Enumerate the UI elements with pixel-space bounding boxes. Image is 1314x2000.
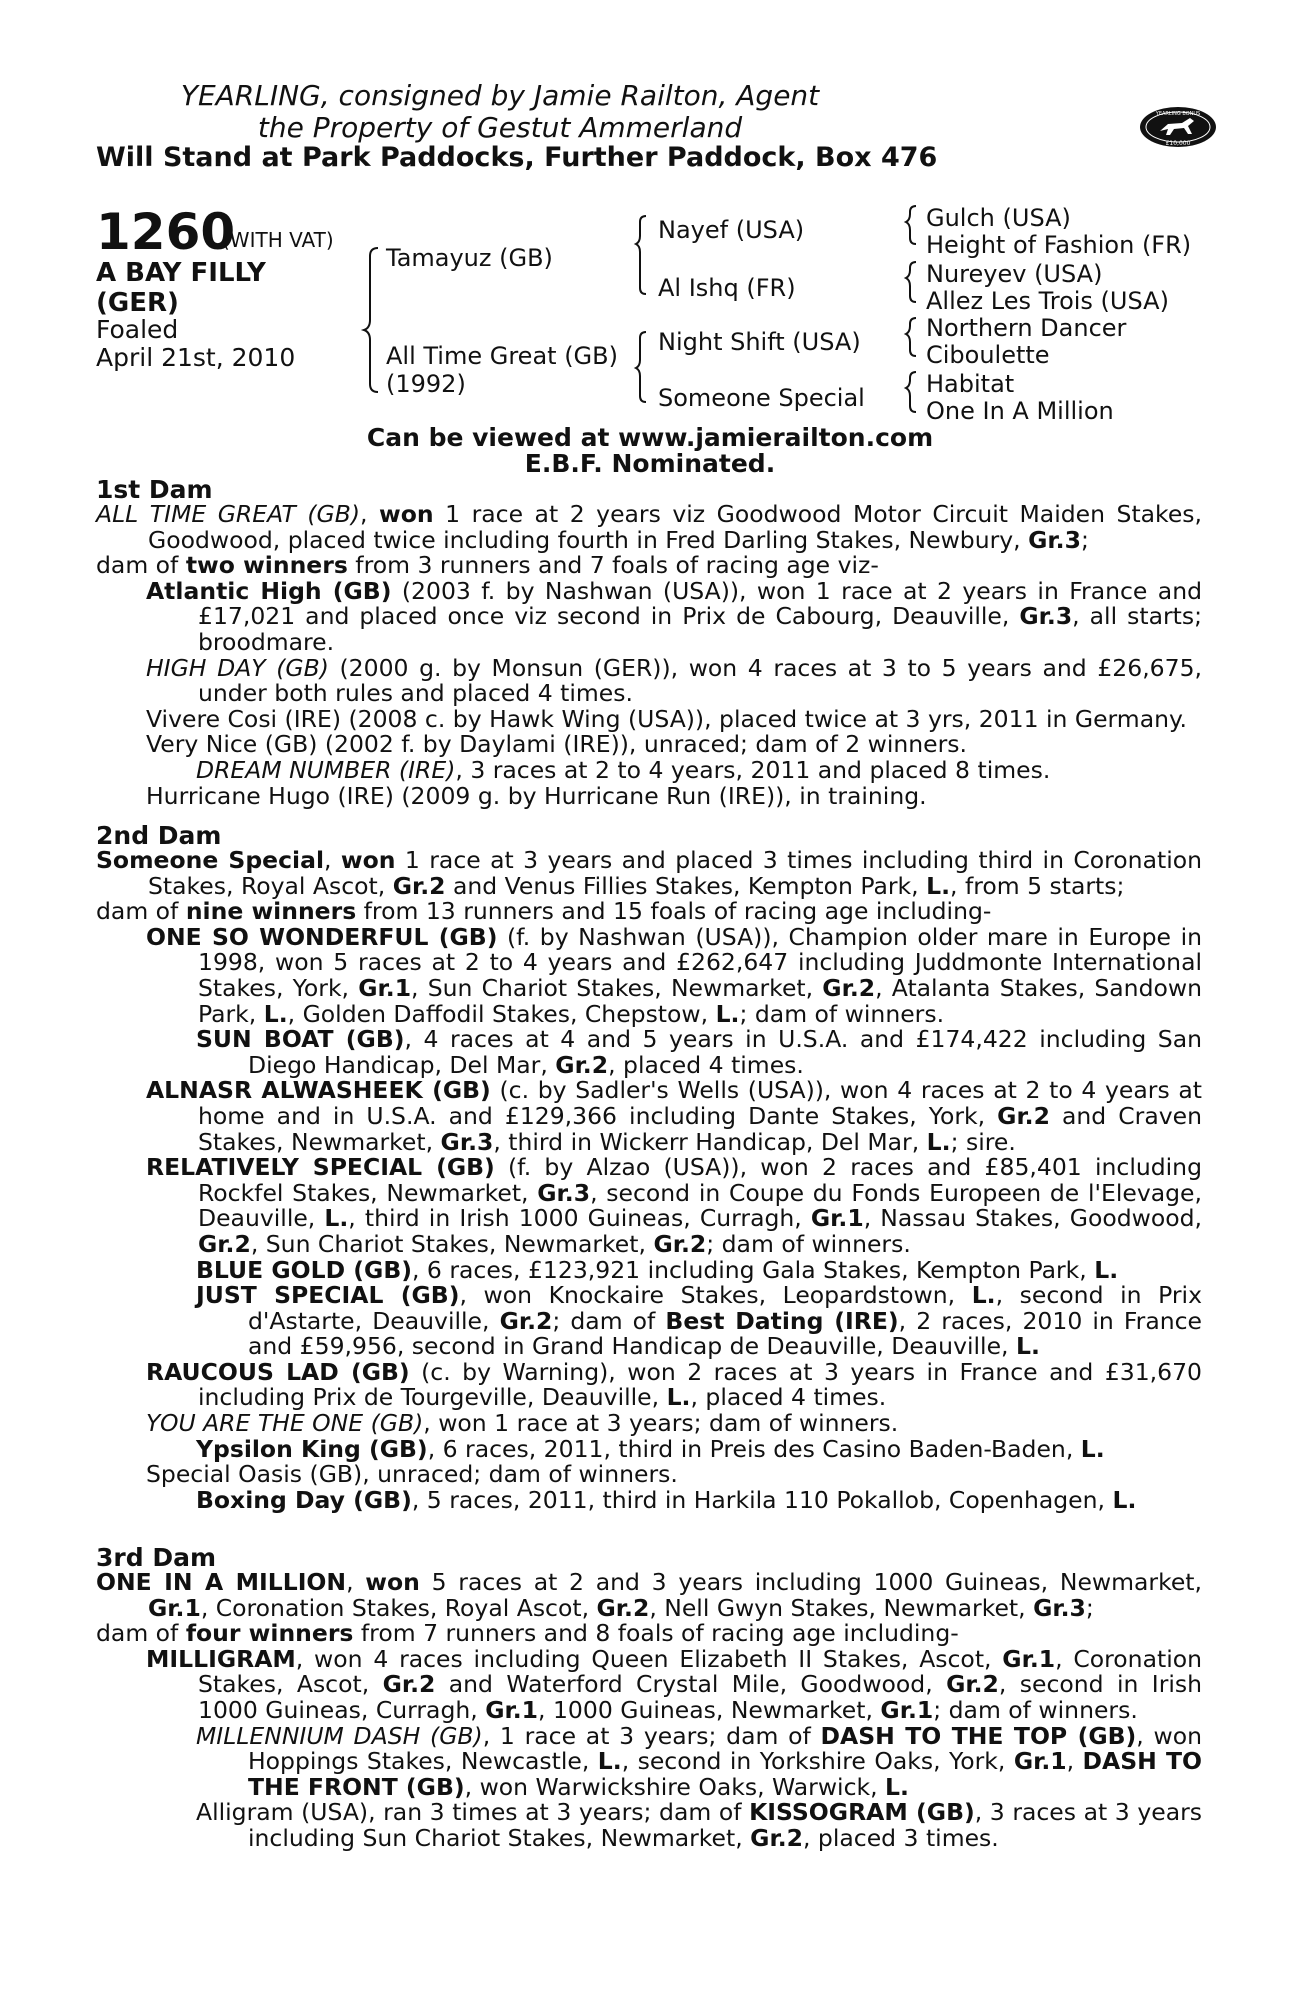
gen3-6: Ciboulette <box>926 341 1050 369</box>
gen3-7: Habitat <box>926 370 1015 398</box>
property-heading: the Property of Gestut Ammerland <box>257 111 743 144</box>
main-brace <box>364 248 378 392</box>
ebf-note: E.B.F. Nominated. <box>524 449 776 478</box>
second-dam-body: Someone Special, won 1 race at 3 years and placed 3 times including third in Coronation Stakes, Royal Ascot, Gr.2 and Venus Fillies Stakes, Kempton Park, L., from 5 starts; dam of nine winners from 13 runners and 15 foals of racing age including- ONE SO WONDERFUL (GB) (f. by Nashwan (USA)), Champion older mare in Europe in 1998, won 5 races at 2 to 4 years and £262,647 including Juddmonte International Stakes, York, Gr.1, Sun Chariot Stakes, Newmarket, Gr.2, Atalanta Stakes, Sandown Park, L., Golden Daffodil Stakes, Chepstow, L.; dam of winners. SUN BOAT (GB), 4 races at 4 and 5 years in U.S.A. and £174,422 including San Diego Handicap, Del Mar, Gr.2, placed 4 times. ALNASR ALWASHEEK (GB) (c. by Sadler's Wells (USA)), won 4 races at 2 to 4 years at home and in U.S.A. and £129,366 including Dante Stakes, York, Gr.2 and Craven Stakes, Newmarket, Gr.3, third in Wickerr Handicap, Del Mar, L.; sire. RELATIVELY SPECIAL (GB) (f. by Alzao (USA)), won 2 races and £85,401 including Rockfel Stakes, Newmarket, Gr.3, second in Coupe du Fonds Europeen de l'Elevage, Deauville, L., third in Irish 1000 Guineas, Curragh, Gr.1, Nassau Stakes, Goodwood, Gr.2, Sun Chariot Stakes, Newmarket, Gr.2; dam of winners. BLUE GOLD (GB), 6 races, £123,921 including Gala Stakes, Kempton Park, L. JUST SPECIAL (GB), won Knockaire Stakes, Leopardstown, L., second in Prix d'Astarte, Deauville, Gr.2; dam of Best Dating (IRE), 2 races, 2010 in France and £59,956, second in Grand Handicap de Deauville, Deauville, L. RAUCOUS LAD (GB) (c. by Warning), won 2 races at 3 years in France and £31,670 including Prix de Tourgeville, Deauville, L., placed 4 times. YOU ARE THE ONE (GB), won 1 race at 3 years; dam of winners. Ypsilon King (GB), 6 races, 2011, third in Preis des Casino Baden-Baden, L. Special Oasis (GB), unraced; dam of winners. Boxing Day (GB), 5 races, 2011, third in Harkila 110 Pokallob, Copenhagen, L. <box>96 846 1203 1514</box>
horse-name-line1: A BAY FILLY <box>96 258 266 288</box>
g-brace-1 <box>906 206 916 244</box>
sire-dam: Al Ishq (FR) <box>658 274 796 302</box>
consignment-heading: YEARLING, consigned by Jamie Railton, Agent <box>180 79 820 112</box>
g-brace-3 <box>906 318 916 356</box>
g-brace-2 <box>906 262 916 302</box>
horse-name-line2: (GER) <box>96 288 179 318</box>
gen3-8: One In A Million <box>926 397 1114 425</box>
dam: All Time Great (GB) <box>386 342 618 370</box>
dam-brace <box>636 332 646 402</box>
viewing-note: Can be viewed at www.jamierailton.com <box>366 423 934 452</box>
dam-sire: Night Shift (USA) <box>658 328 861 356</box>
sire-brace <box>636 216 646 294</box>
g-brace-4 <box>906 372 916 412</box>
third-dam-body: ONE IN A MILLION, won 5 races at 2 and 3 years including 1000 Guineas, Newmarket, Gr.1, Coronation Stakes, Royal Ascot, Gr.2, Nell Gwyn Stakes, Newmarket, Gr.3; dam of four winners from 7 runners and 8 foals of racing age including- MILLIGRAM, won 4 races including Queen Elizabeth II Stakes, Ascot, Gr.1, Coronation Stakes, Ascot, Gr.2 and Waterford Crystal Mile, Goodwood, Gr.2, second in Irish 1000 Guineas, Curragh, Gr.1, 1000 Guineas, Newmarket, Gr.1; dam of winners. MILLENNIUM DASH (GB), 1 race at 3 years; dam of DASH TO THE TOP (GB), won Hoppings Stakes, Newcastle, L., second in Yorkshire Oaks, York, Gr.1, DASH TO THE FRONT (GB), won Warwickshire Oaks, Warwick, L. Alligram (USA), ran 3 times at 3 years; dam of KISSOGRAM (GB), 3 races at 3 years including Sun Chariot Stakes, Newmarket, Gr.2, placed 3 times. <box>96 1568 1203 1852</box>
stand-location: Will Stand at Park Paddocks, Further Paddock, Box 476 <box>96 142 938 173</box>
foaled-date: April 21st, 2010 <box>96 343 296 372</box>
dam-year: (1992) <box>386 370 466 398</box>
pedigree-braces <box>0 0 1314 440</box>
first-dam-body: ALL TIME GREAT (GB), won 1 race at 2 years viz Goodwood Motor Circuit Maiden Stakes, Goodwood, placed twice including fourth in Fred Darling Stakes, Newbury, Gr.3; dam of two winners from 3 runners and 7 foals of racing age viz- Atlantic High (GB) (2003 f. by Nashwan (USA)), won 1 race at 2 years in France and £17,021 and placed once viz second in Prix de Cabourg, Deauville, Gr.3, all starts; broodmare. HIGH DAY (GB) (2000 g. by Monsun (GER)), won 4 races at 3 to 5 years and £26,675, under both rules and placed 4 times. Vivere Cosi (IRE) (2008 c. by Hawk Wing (USA)), placed twice at 3 yrs, 2011 in Germany. Very Nice (GB) (2002 f. by Daylami (IRE)), unraced; dam of 2 winners. DREAM NUMBER (IRE), 3 races at 2 to 4 years, 2011 and placed 8 times. Hurricane Hugo (IRE) (2009 g. by Hurricane Run (IRE)), in training. <box>96 500 1203 810</box>
sire-sire: Nayef (USA) <box>658 216 805 244</box>
gen3-3: Nureyev (USA) <box>926 260 1103 288</box>
second-dam-heading: 2nd Dam <box>96 821 222 850</box>
sire: Tamayuz (GB) <box>386 244 553 272</box>
first-dam-heading: 1st Dam <box>96 475 213 504</box>
gen3-1: Gulch (USA) <box>926 204 1071 232</box>
gen3-2: Height of Fashion (FR) <box>926 231 1192 259</box>
badge-bottom-text: £10,000 <box>1165 140 1191 147</box>
dam-dam: Someone Special <box>658 384 865 412</box>
gen3-5: Northern Dancer <box>926 314 1127 342</box>
third-dam-heading: 3rd Dam <box>96 1543 216 1572</box>
gen3-4: Allez Les Trois (USA) <box>926 287 1169 315</box>
badge-top-text: YEARLING BONUS <box>1155 111 1201 117</box>
vat-note: (WITH VAT) <box>222 228 334 252</box>
lot-number: 1260 <box>96 203 236 261</box>
foaled-label: Foaled <box>96 315 179 344</box>
